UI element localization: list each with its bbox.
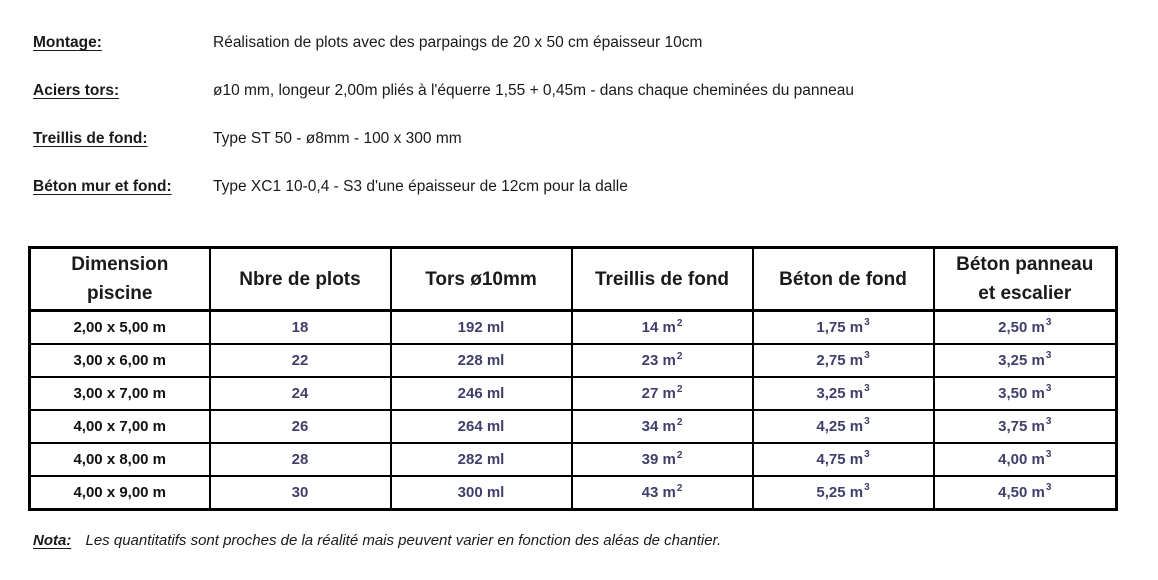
cell-value: 228 ml <box>457 352 505 369</box>
cell-value: 3,50 m <box>998 385 1045 402</box>
nota-label: Nota: <box>33 532 72 549</box>
cell-value: 39 m <box>641 451 676 468</box>
cell-value: 246 ml <box>457 385 505 402</box>
unit-exponent: 3 <box>864 482 870 493</box>
cell-value: 2,50 m <box>998 319 1045 336</box>
table-row <box>30 410 1117 443</box>
cell-treillis <box>572 344 753 377</box>
cell-dimension <box>30 443 210 476</box>
cell-value: 192 ml <box>457 319 505 336</box>
cell-beton-fond <box>753 377 934 410</box>
header-dimension <box>30 248 210 311</box>
cell-dimension <box>30 311 210 345</box>
cell-value: 24 <box>291 385 309 402</box>
table-row <box>30 476 1117 510</box>
cell-tors <box>391 476 572 510</box>
cell-value: 3,00 x 6,00 m <box>73 352 167 369</box>
cell-beton-panneau <box>934 377 1117 410</box>
unit-exponent: 3 <box>1045 317 1052 328</box>
unit-exponent: 2 <box>676 450 683 461</box>
unit-exponent: 2 <box>676 483 683 494</box>
cell-value: 1,75 m <box>816 319 864 336</box>
unit-exponent: 3 <box>864 383 870 394</box>
table-row <box>30 311 1117 345</box>
cell-beton-panneau <box>934 311 1117 345</box>
cell-value: 34 m <box>641 418 676 435</box>
spec-label: Aciers tors: <box>33 82 120 99</box>
spec-label: Béton mur et fond: <box>33 178 172 195</box>
cell-value: 4,00 x 8,00 m <box>73 451 167 468</box>
unit-exponent: 3 <box>1045 350 1052 361</box>
cell-value: 3,75 m <box>998 418 1045 435</box>
spec-value: Réalisation de plots avec des parpaings de 20 x 50 cm épaisseur 10cm <box>213 34 703 51</box>
cell-tors <box>391 377 572 410</box>
cell-value: 3,25 m <box>998 352 1045 369</box>
header-plots: Nbre de plots <box>210 248 391 311</box>
cell-beton-fond <box>753 443 934 476</box>
cell-treillis <box>572 311 753 345</box>
cell-value: 4,00 x 9,00 m <box>73 484 167 501</box>
cell-value: 18 <box>291 319 309 336</box>
spec-value: Type ST 50 - ø8mm - 100 x 300 mm <box>213 130 462 147</box>
unit-exponent: 2 <box>676 318 683 329</box>
table-row <box>30 344 1117 377</box>
cell-plots <box>210 476 391 510</box>
cell-treillis <box>572 443 753 476</box>
cell-value: 4,25 m <box>816 418 864 435</box>
header-text: piscine <box>87 283 153 304</box>
cell-tors <box>391 344 572 377</box>
cell-value: 5,25 m <box>816 484 864 501</box>
cell-tors <box>391 311 572 345</box>
header-text: Dimension <box>71 254 169 275</box>
cell-treillis <box>572 410 753 443</box>
unit-exponent: 2 <box>676 351 683 362</box>
unit-exponent: 3 <box>1045 482 1052 493</box>
cell-beton-fond <box>753 476 934 510</box>
header-text: Béton panneau <box>956 254 1094 275</box>
cell-value: 27 m <box>641 385 676 402</box>
cell-value: 26 <box>291 418 309 435</box>
cell-plots <box>210 410 391 443</box>
table-row <box>30 377 1117 410</box>
table-header-row <box>30 248 1117 311</box>
cell-value: 30 <box>291 484 309 501</box>
cell-dimension <box>30 476 210 510</box>
unit-exponent: 2 <box>676 384 683 395</box>
cell-beton-panneau <box>934 443 1117 476</box>
cell-value: 23 m <box>641 352 676 369</box>
nota <box>33 532 721 549</box>
header-treillis: Treillis de fond <box>572 248 753 311</box>
cell-tors <box>391 410 572 443</box>
spec-label: Montage: <box>33 34 102 51</box>
cell-value: 2,00 x 5,00 m <box>73 319 167 336</box>
header-beton-panneau <box>934 248 1117 311</box>
cell-value: 264 ml <box>457 418 505 435</box>
spec-label: Treillis de fond: <box>33 130 148 147</box>
cell-dimension <box>30 344 210 377</box>
cell-value: 28 <box>291 451 309 468</box>
cell-value: 4,50 m <box>998 484 1045 501</box>
table-row <box>30 443 1117 476</box>
cell-plots <box>210 377 391 410</box>
unit-exponent: 3 <box>1045 383 1052 394</box>
cell-tors <box>391 443 572 476</box>
cell-value: 3,25 m <box>816 385 864 402</box>
cell-beton-panneau <box>934 410 1117 443</box>
header-beton-fond: Béton de fond <box>753 248 934 311</box>
cell-value: 43 m <box>641 484 676 501</box>
cell-value: 300 ml <box>457 484 505 501</box>
cell-value: 2,75 m <box>816 352 864 369</box>
cell-value: 4,00 x 7,00 m <box>73 418 167 435</box>
cell-value: 3,00 x 7,00 m <box>73 385 167 402</box>
header-text: et escalier <box>978 283 1072 304</box>
unit-exponent: 2 <box>676 417 683 428</box>
cell-beton-panneau <box>934 476 1117 510</box>
cell-dimension <box>30 377 210 410</box>
header-tors: Tors ø10mm <box>391 248 572 311</box>
cell-beton-fond <box>753 344 934 377</box>
cell-value: 4,00 m <box>998 451 1045 468</box>
cell-value: 14 m <box>641 319 676 336</box>
cell-dimension <box>30 410 210 443</box>
unit-exponent: 3 <box>864 350 870 361</box>
spec-value: Type XC1 10-0,4 - S3 d'une épaisseur de 12cm pour la dalle <box>213 178 628 195</box>
unit-exponent: 3 <box>864 317 870 328</box>
cell-value: 22 <box>291 352 309 369</box>
cell-beton-panneau <box>934 344 1117 377</box>
quantities-table <box>28 246 1118 511</box>
unit-exponent: 3 <box>1045 449 1052 460</box>
cell-beton-fond <box>753 410 934 443</box>
cell-value: 282 ml <box>457 451 505 468</box>
cell-treillis <box>572 377 753 410</box>
nota-text: Les quantitatifs sont proches de la réalité mais peuvent varier en fonction des aléas de chantier. <box>85 532 722 549</box>
cell-value: 4,75 m <box>816 451 864 468</box>
cell-plots <box>210 443 391 476</box>
cell-treillis <box>572 476 753 510</box>
cell-plots <box>210 311 391 345</box>
cell-beton-fond <box>753 311 934 345</box>
table-body <box>30 311 1117 510</box>
unit-exponent: 3 <box>1045 416 1052 427</box>
unit-exponent: 3 <box>864 416 870 427</box>
unit-exponent: 3 <box>864 449 870 460</box>
cell-plots <box>210 344 391 377</box>
spec-value: ø10 mm, longeur 2,00m pliés à l'équerre 1,55 + 0,45m - dans chaque cheminées du panneau <box>213 82 855 99</box>
